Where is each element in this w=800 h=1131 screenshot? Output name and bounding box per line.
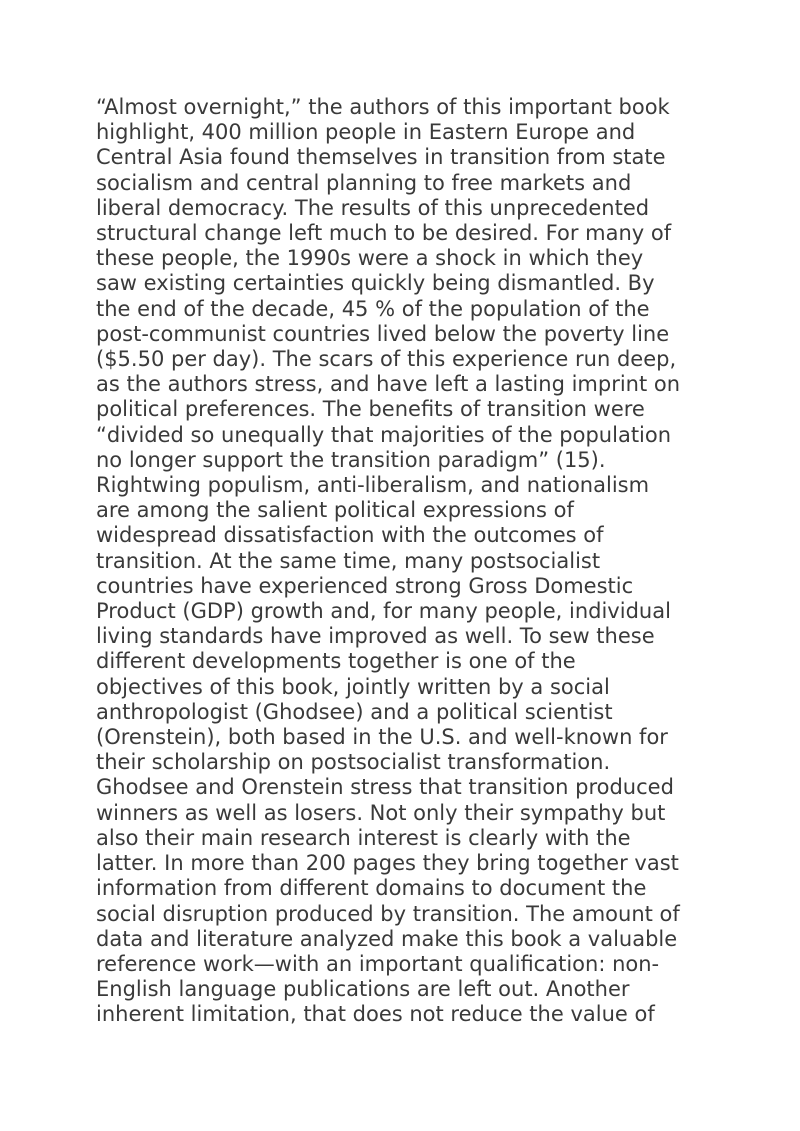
text-line: “divided so unequally that majorities of the population [96, 422, 672, 447]
text-line: anthropologist (Ghodsee) and a political scientist [96, 699, 613, 724]
text-line: highlight, 400 million people in Eastern Europe and [96, 120, 636, 145]
text-line: saw existing certainties quickly being dismantled. By [96, 271, 655, 296]
text-line: as the authors stress, and have left a lasting imprint on [96, 372, 681, 397]
text-line: data and literature analyzed make this book a valuable [96, 926, 678, 951]
text-line: Rightwing populism, anti-liberalism, and nationalism [96, 473, 650, 498]
text-line: no longer support the transition paradigm” (15). [96, 447, 606, 472]
text-line: Ghodsee and Orenstein stress that transition produced [96, 775, 674, 800]
text-line: “Almost overnight,” the authors of this important book [96, 95, 670, 119]
text-line: latter. In more than 200 pages they bring together vast [96, 851, 679, 876]
text-line: liberal democracy. The results of this unprecedented [96, 195, 650, 220]
text-line: socialism and central planning to free markets and [96, 170, 632, 195]
text-line: English language publications are left out. Another [96, 977, 630, 1002]
text-line: widespread dissatisfaction with the outcomes of [96, 523, 604, 548]
text-line: these people, the 1990s were a shock in which they [96, 246, 644, 271]
text-line: countries have experienced strong Gross Domestic [96, 573, 634, 598]
text-line: post-communist countries lived below the poverty line [96, 321, 670, 346]
text-line: ($5.50 per day). The scars of this experience run deep, [96, 347, 677, 372]
text-line: information from different domains to document the [96, 876, 647, 901]
text-line: are among the salient political expressions of [96, 498, 574, 523]
text-line: social disruption produced by transition. The amount of [96, 901, 680, 926]
text-line: their scholarship on postsocialist transformation. [96, 750, 611, 775]
text-line: winners as well as losers. Not only their sympathy but [96, 800, 666, 825]
text-line: the end of the decade, 45 % of the population of the [96, 296, 650, 321]
text-line: (Orenstein), both based in the U.S. and well-known for [96, 725, 668, 750]
text-line: living standards have improved as well. To sew these [96, 624, 655, 649]
text-line: objectives of this book, jointly written by a social [96, 674, 610, 699]
text-line: reference work—with an important qualification: non- [96, 951, 660, 976]
text-line: Central Asia found themselves in transition from state [96, 145, 666, 170]
body-text [96, 95, 716, 1028]
text-line: structural change left much to be desired. For many of [96, 221, 672, 246]
text-line: different developments together is one of the [96, 649, 576, 674]
text-line: also their main research interest is clearly with the [96, 825, 631, 850]
text-line: political preferences. The benefits of transition were [96, 397, 645, 422]
text-line: inherent limitation, that does not reduce the value of [96, 1002, 655, 1027]
text-line: transition. At the same time, many postsocialist [96, 548, 601, 573]
text-line: Product (GDP) growth and, for many people, individual [96, 599, 671, 624]
